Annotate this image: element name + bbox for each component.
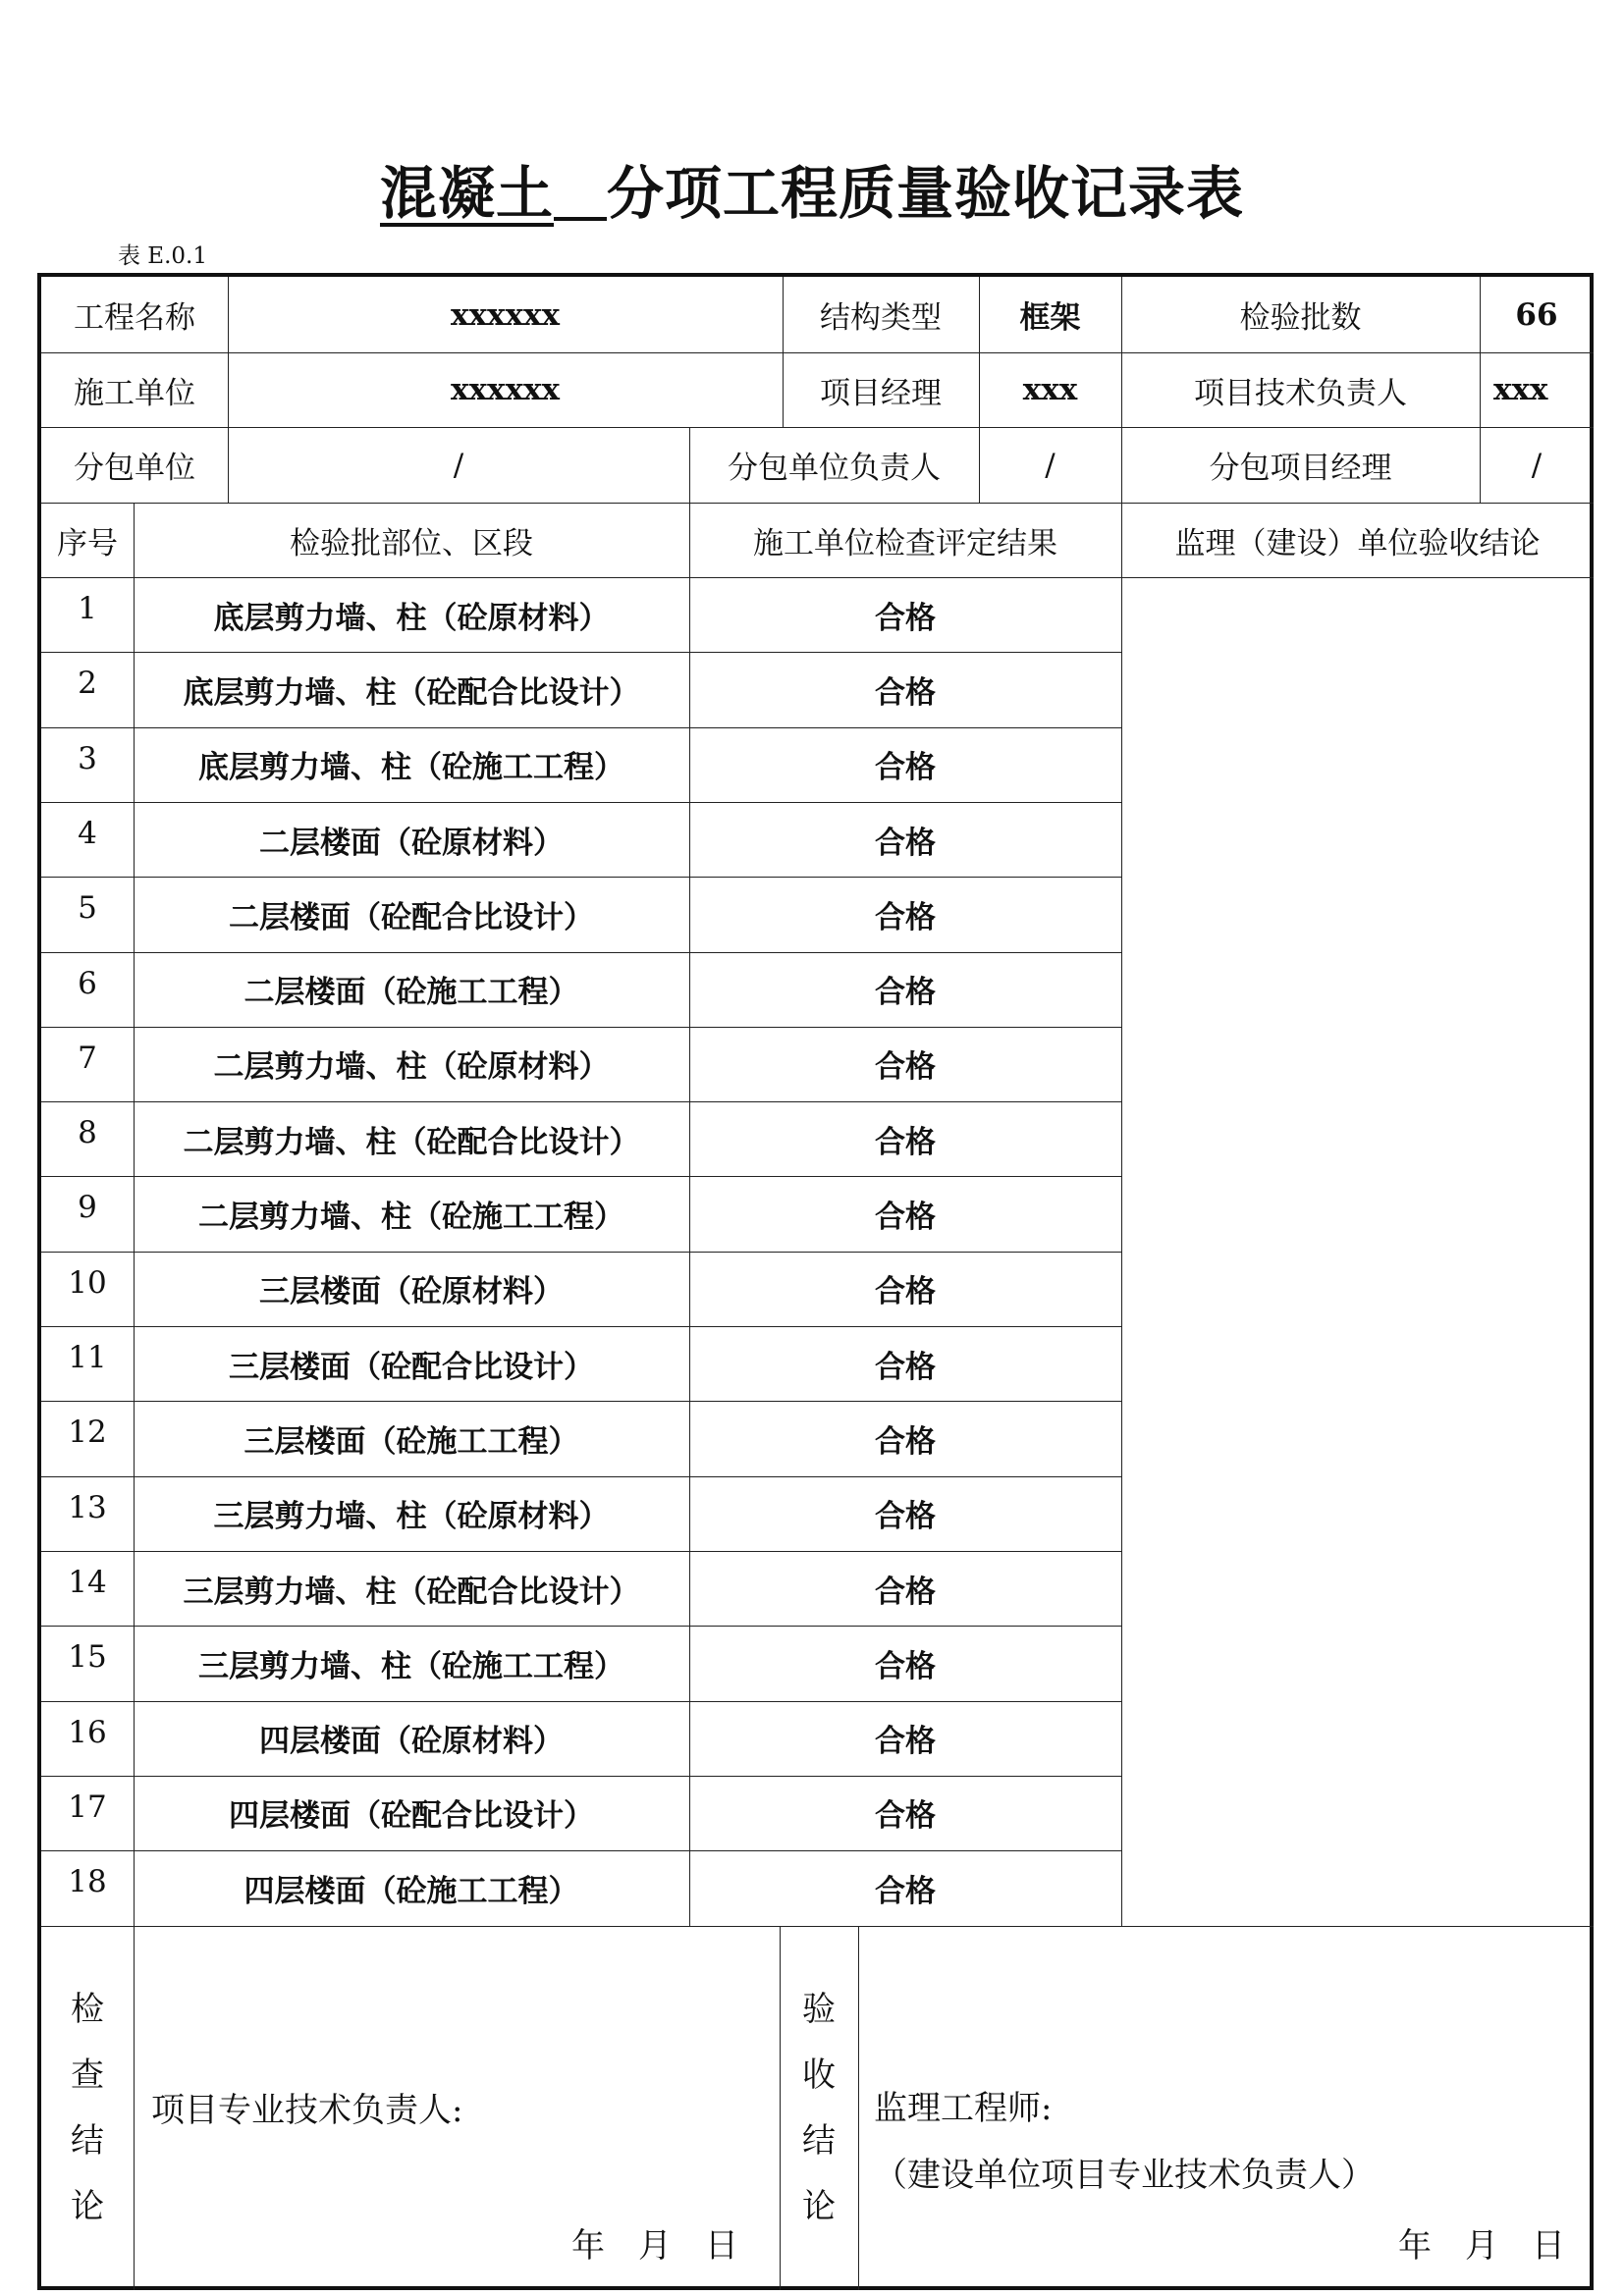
row-location: 二层楼面（砼施工工程）: [244, 975, 579, 1011]
structure-type-value: 框架: [1019, 300, 1081, 336]
grid-line: [1480, 277, 1481, 503]
row-seq: 10: [68, 1264, 107, 1301]
acceptance-conclusion-char: 验: [802, 1989, 836, 2029]
row-location: 三层楼面（砼原材料）: [259, 1274, 564, 1310]
row-result: 合格: [875, 750, 936, 786]
check-conclusion-char: 检: [71, 1989, 104, 2029]
row-seq: 17: [68, 1789, 107, 1825]
row-result: 合格: [875, 1423, 936, 1460]
check-conclusion-char: 结: [71, 2120, 104, 2161]
check-conclusion-char: 论: [71, 2186, 104, 2226]
grid-line: [41, 1027, 1121, 1028]
grid-line: [41, 1850, 1121, 1851]
acceptance-conclusion-char: 收: [802, 2055, 836, 2095]
title-main: 分项工程质量验收记录表: [607, 160, 1245, 227]
owner-tech-lead-note: （建设单位项目专业技术负责人）: [874, 2156, 1375, 2195]
grid-line: [41, 727, 1121, 728]
row-location: 底层剪力墙、柱（砼施工工程）: [198, 750, 624, 786]
grid-line: [979, 277, 980, 503]
supervising-engineer-signature-label: 监理工程师:: [874, 2089, 1053, 2128]
row-result: 合格: [875, 1349, 936, 1385]
row-result: 合格: [875, 825, 936, 861]
column-header-seq: 序号: [57, 525, 118, 561]
check-date: 年 月 日: [571, 2226, 738, 2266]
grid-line: [41, 1401, 1121, 1402]
row-seq: 14: [68, 1564, 107, 1600]
row-seq: 1: [78, 591, 97, 626]
row-seq: 18: [68, 1864, 107, 1900]
row-result: 合格: [875, 1124, 936, 1160]
row-location: 三层剪力墙、柱（砼原材料）: [213, 1499, 610, 1535]
column-header-contractor-result: 施工单位检查评定结果: [753, 525, 1057, 561]
row-result: 合格: [875, 1274, 936, 1310]
row-location: 三层剪力墙、柱（砼施工工程）: [198, 1648, 624, 1684]
acceptance-conclusion-char: 论: [802, 2186, 836, 2226]
grid-line: [41, 1252, 1121, 1253]
grid-line: [41, 1551, 1121, 1552]
grid-line: [41, 652, 1121, 653]
sub-pm-value: /: [1531, 447, 1543, 483]
project-manager-label: 项目经理: [820, 375, 942, 411]
acceptance-conclusion-char: 结: [802, 2120, 836, 2161]
row-result: 合格: [875, 674, 936, 711]
row-result: 合格: [875, 1648, 936, 1684]
project-name-value: xxxxxx: [451, 296, 560, 333]
row-location: 四层楼面（砼配合比设计）: [229, 1798, 594, 1835]
row-result: 合格: [875, 1873, 936, 1909]
grid-line: [228, 277, 229, 503]
row-location: 二层剪力墙、柱（砼施工工程）: [198, 1200, 624, 1236]
row-seq: 11: [68, 1340, 107, 1375]
check-conclusion-char: 查: [71, 2055, 104, 2095]
grid-line: [41, 1626, 1121, 1627]
row-result: 合格: [875, 1049, 936, 1086]
row-seq: 12: [68, 1415, 107, 1451]
grid-line: [780, 1926, 781, 2290]
title-subject: 混凝土: [379, 160, 554, 227]
project-tech-lead-signature-label: 项目专业技术负责人:: [151, 2091, 463, 2130]
row-seq: 7: [78, 1040, 97, 1076]
grid-line: [41, 352, 1594, 353]
row-location: 底层剪力墙、柱（砼配合比设计）: [183, 674, 640, 711]
grid-line: [41, 1326, 1121, 1327]
check-conclusion-label: [41, 1926, 134, 2290]
row-seq: 6: [78, 965, 97, 1001]
project-manager-value: xxx: [1022, 372, 1078, 407]
row-result: 合格: [875, 1499, 936, 1535]
contractor-value: xxxxxx: [451, 372, 560, 407]
row-seq: 3: [78, 740, 97, 776]
grid-line: [41, 952, 1121, 953]
grid-line: [41, 802, 1121, 803]
row-location: 底层剪力墙、柱（砼原材料）: [213, 600, 610, 636]
title-blank-line: [554, 215, 607, 221]
project-name-label: 工程名称: [74, 300, 195, 336]
inspection-record-table: [37, 273, 1594, 2290]
row-location: 三层楼面（砼配合比设计）: [229, 1349, 594, 1385]
structure-type-label: 结构类型: [820, 300, 942, 336]
grid-line: [41, 1476, 1121, 1477]
grid-line: [41, 1101, 1121, 1102]
row-seq: 15: [68, 1639, 107, 1676]
grid-line: [41, 1776, 1121, 1777]
row-location: 三层剪力墙、柱（砼配合比设计）: [183, 1574, 640, 1610]
sub-lead-value: /: [1045, 447, 1056, 483]
row-location: 二层剪力墙、柱（砼原材料）: [213, 1049, 610, 1086]
acceptance-date: 年 月 日: [1398, 2226, 1565, 2266]
subcontractor-label: 分包单位: [74, 451, 195, 486]
tech-lead-value: xxx: [1493, 372, 1548, 407]
row-seq: 16: [68, 1714, 107, 1750]
batch-count-value: 66: [1515, 296, 1558, 333]
grid-line: [1121, 277, 1122, 1926]
grid-line: [41, 427, 1594, 428]
row-result: 合格: [875, 1200, 936, 1236]
row-result: 合格: [875, 1798, 936, 1835]
row-location: 三层楼面（砼施工工程）: [244, 1423, 579, 1460]
sub-pm-label: 分包项目经理: [1209, 451, 1392, 486]
tech-lead-label: 项目技术负责人: [1194, 375, 1407, 411]
subcontractor-value: /: [453, 447, 464, 483]
acceptance-conclusion-label: [780, 1926, 858, 2290]
row-result: 合格: [875, 1574, 936, 1610]
row-location: 二层楼面（砼原材料）: [259, 825, 564, 861]
row-seq: 5: [78, 890, 97, 927]
row-result: 合格: [875, 975, 936, 1011]
grid-line: [41, 503, 1594, 504]
sub-lead-label: 分包单位负责人: [728, 451, 941, 486]
row-location: 二层楼面（砼配合比设计）: [229, 899, 594, 935]
grid-line: [41, 877, 1121, 878]
grid-line: [41, 1701, 1121, 1702]
row-seq: 2: [78, 666, 97, 702]
row-result: 合格: [875, 600, 936, 636]
grid-line: [41, 577, 1594, 578]
grid-line: [783, 277, 784, 427]
grid-line: [41, 1926, 1594, 1927]
row-location: 二层剪力墙、柱（砼配合比设计）: [183, 1124, 640, 1160]
grid-line: [134, 503, 135, 2290]
grid-line: [858, 1926, 859, 2290]
row-seq: 4: [78, 815, 97, 851]
page-title: [0, 147, 1624, 230]
column-header-location: 检验批部位、区段: [290, 525, 533, 561]
row-seq: 9: [78, 1190, 97, 1226]
form-number: 表 E.0.1: [118, 243, 207, 269]
row-location: 四层楼面（砼施工工程）: [244, 1873, 579, 1909]
batch-count-label: 检验批数: [1239, 300, 1362, 336]
row-seq: 13: [68, 1489, 107, 1525]
contractor-label: 施工单位: [74, 375, 195, 411]
column-header-supervisor-conclusion: 监理（建设）单位验收结论: [1174, 525, 1541, 561]
row-seq: 8: [78, 1115, 97, 1151]
row-result: 合格: [875, 1724, 936, 1760]
grid-line: [689, 427, 690, 1926]
grid-line: [41, 1176, 1121, 1177]
row-location: 四层楼面（砼原材料）: [259, 1724, 564, 1760]
row-result: 合格: [875, 899, 936, 935]
